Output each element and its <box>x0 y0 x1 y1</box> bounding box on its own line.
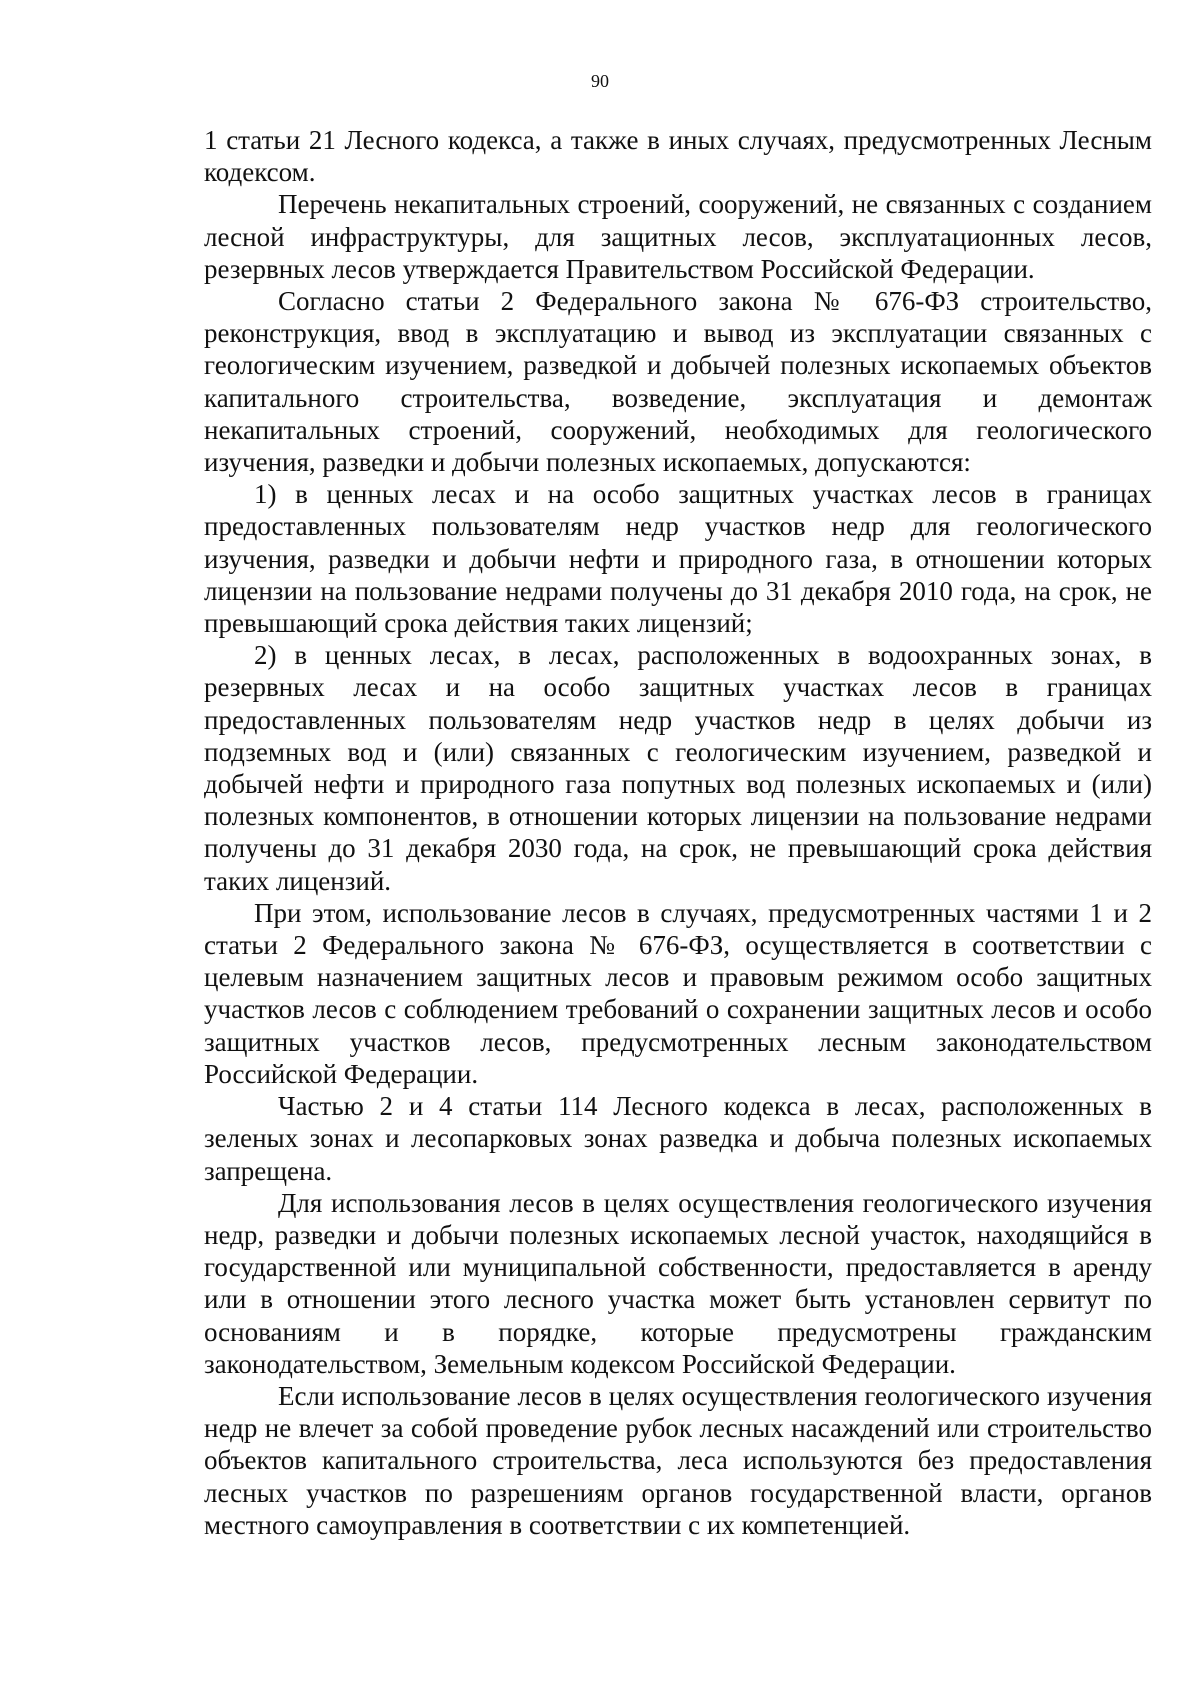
paragraph-5: Частью 2 и 4 статьи 114 Лесного кодекса в лесах, расположенных в зеленых зонах и лесопарковых зонах разведка и добыча полезных ископаемых запрещена. <box>204 1091 1152 1186</box>
paragraph-3: Согласно статьи 2 Федерального закона № 676-ФЗ строительство, реконструкция, ввод в эксплуатацию и вывод из эксплуатации связанных с геологическим изучением, разведкой и добычей полезных ископаемых объектов капитального строительства, возведение, эксплуатация и демонтаж некапитальных строений, сооружений, необходимых для геологического изучения, разведки и добычи полезных ископаемых, допускаются: <box>204 286 1152 478</box>
paragraph-4: При этом, использование лесов в случаях, предусмотренных частями 1 и 2 статьи 2 Федерального закона № 676-ФЗ, осуществляется в соответствии с целевым назначением защитных лесов и правовым режимом особо защитных участков лесов с соблюдением требований о сохранении защитных лесов и особо защитных участков лесов, предусмотренных лесным законодательством Российской Федерации. <box>204 897 1152 1089</box>
paragraph-6: Для использования лесов в целях осуществления геологического изучения недр, разведки и добычи полезных ископаемых лесной участок, находящийся в государственной или муниципальной собственности, предоставляется в аренду или в отношении этого лесного участка может быть установлен сервитут по основаниям и в порядке, которые предусмотрены гражданским законодательством, Земельным кодексом Российской Федерации. <box>204 1187 1152 1379</box>
paragraph-7: Если использование лесов в целях осуществления геологического изучения недр не влечет за собой проведение рубок лесных насаждений или строительство объектов капитального строительства, леса используются без предоставления лесных участков по разрешениям органов государственной власти, органов местного самоуправления в соответствии с их компетенцией. <box>204 1380 1152 1540</box>
paragraph-2: Перечень некапитальных строений, сооружений, не связанных с созданием лесной инфраструктуры, для защитных лесов, эксплуатационных лесов, резервных лесов утверждается Правительством Российской Федерации. <box>204 189 1152 284</box>
list-item-1: 1) в ценных лесах и на особо защитных участках лесов в границах предоставленных пользователям недр участков недр для геологического изучения, разведки и добычи нефти и природного газа, в отношении которых лицензии на пользование недрами получены до 31 декабря 2010 года, на срок, не превышающий срока действия таких лицензий; <box>204 479 1152 639</box>
document-body <box>204 124 1152 1541</box>
paragraph-1: 1 статьи 21 Лесного кодекса, а также в иных случаях, предусмотренных Лесным кодексом. <box>204 125 1152 188</box>
list-item-2: 2) в ценных лесах, в лесах, расположенных в водоохранных зонах, в резервных лесах и на особо защитных участках лесов в границах предоставленных пользователям недр участков недр в целях добычи из подземных вод и (или) связанных с геологическим изучением, разведкой и добычей нефти и природного газа попутных вод полезных ископаемых и (или) полезных компонентов, в отношении которых лицензии на пользование недрами получены до 31 декабря 2030 года, на срок, не превышающий срока действия таких лицензий. <box>204 640 1152 896</box>
page-number: 90 <box>591 71 609 91</box>
